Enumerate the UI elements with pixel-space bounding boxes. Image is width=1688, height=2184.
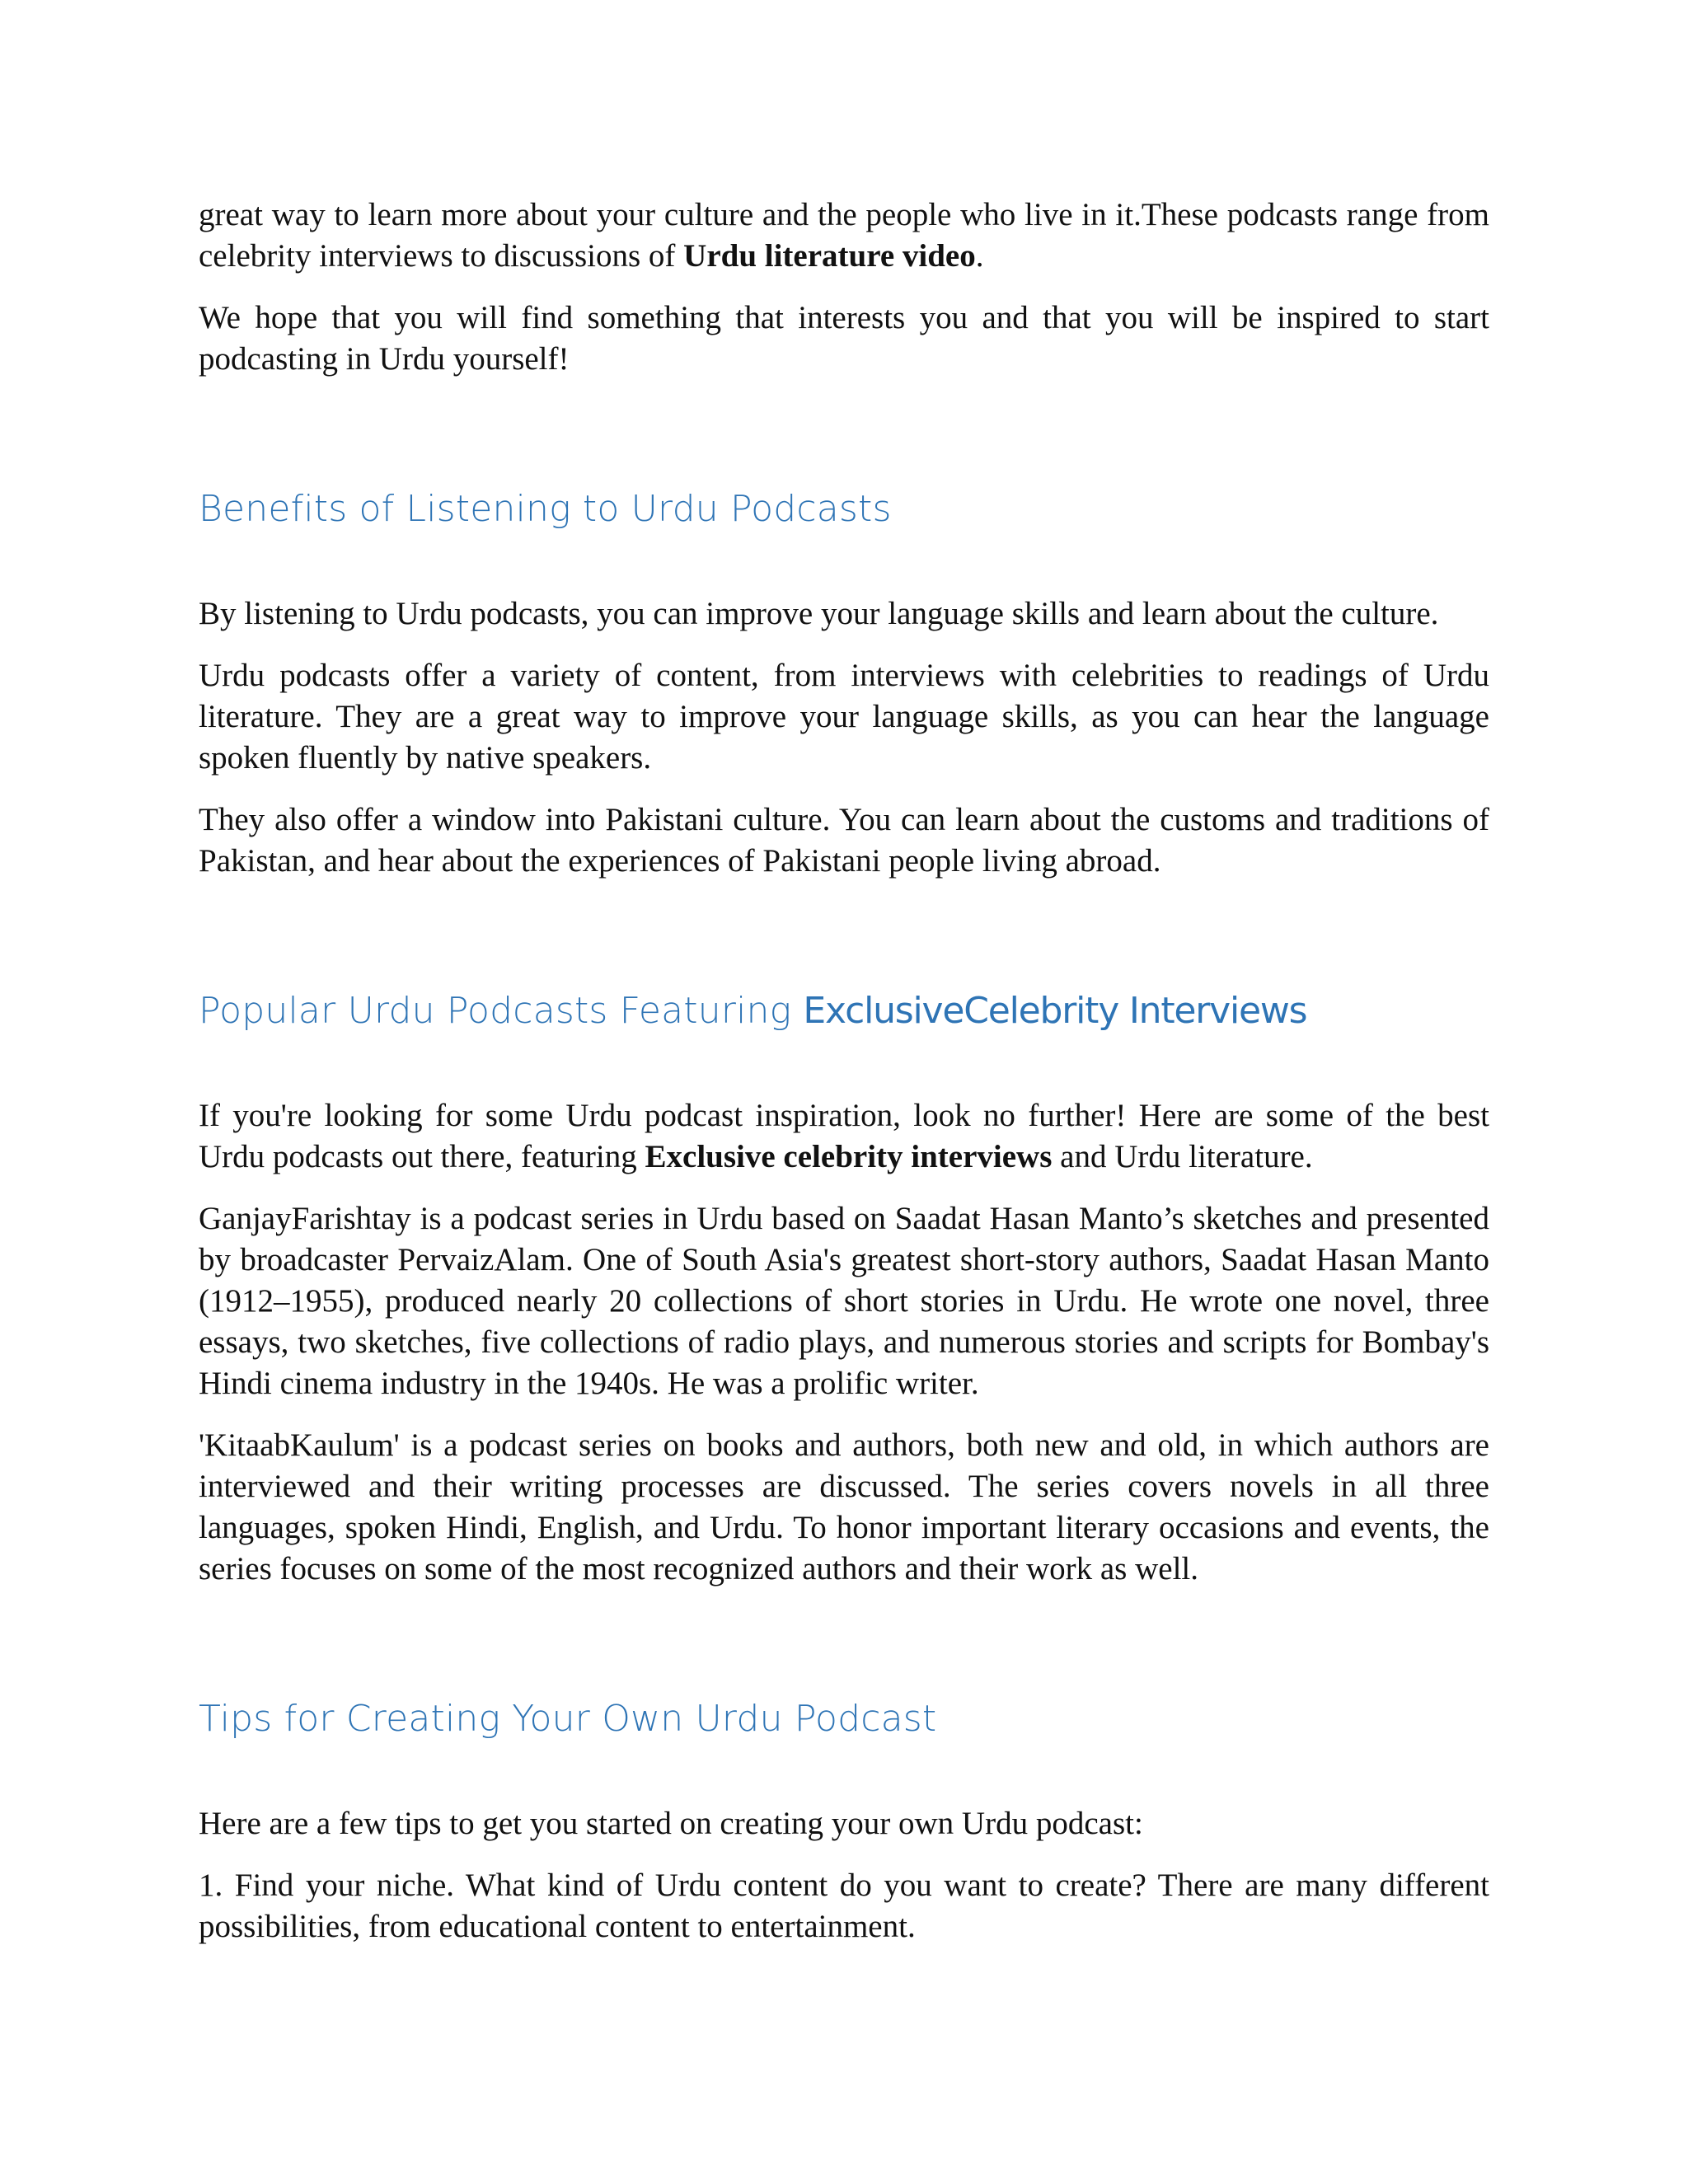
- intro-paragraph-1: [199, 194, 1489, 277]
- benefits-paragraph-2: Urdu podcasts offer a variety of content, from interviews with celebrities to readings of Urdu literature. They are a great way to improve your language skills, as you can hear the language spoken fluently by native speakers.: [199, 658, 1489, 776]
- tips-paragraph-2: 1. Find your niche. What kind of Urdu content do you want to create? There are many different possibilities, from educational content to entertainment.: [199, 1868, 1489, 1944]
- popular-paragraph-1: [199, 1095, 1489, 1178]
- popular-heading-light: Popular Urdu Podcasts Featuring: [199, 990, 804, 1032]
- intro-end: .: [975, 238, 984, 274]
- popular-paragraph-2: GanjayFarishtay is a podcast series in Urdu based on Saadat Hasan Manto’s sketches and presented by broadcaster PervaizAlam. One of South Asia's greatest short-story authors, Saadat Hasan Manto (1912–1955), produced nearly 20 collections of short stories in Urdu. He wrote one novel, three essays, two sketches, five collections of radio plays, and numerous stories and scripts for Bombay's Hindi cinema industry in the 1940s. He was a prolific writer.: [199, 1201, 1489, 1401]
- benefits-heading: Benefits of Listening to Urdu Podcasts: [199, 488, 892, 530]
- document-body: [199, 194, 1489, 1968]
- popular-heading: [199, 988, 1489, 1034]
- intro-text: great way to learn more about your culture and the people who live in it.These podcasts range from celebrity interviews to discussions of: [199, 197, 1489, 274]
- urdu-literature-video-bold: Urdu literature video: [683, 238, 976, 274]
- benefits-paragraph-3: They also offer a window into Pakistani culture. You can learn about the customs and traditions of Pakistan, and hear about the experiences of Pakistani people living abroad.: [199, 802, 1489, 879]
- benefits-paragraph-1: By listening to Urdu podcasts, you can improve your language skills and learn about the culture.: [199, 596, 1439, 631]
- popular-p1-end: and Urdu literature.: [1052, 1139, 1313, 1174]
- tips-heading: Tips for Creating Your Own Urdu Podcast: [199, 1698, 937, 1740]
- popular-p1-start: If you're looking for some Urdu podcast inspiration, look no further! Here are some of the best Urdu podcasts out there, featuring: [199, 1098, 1489, 1174]
- tips-paragraph-1: Here are a few tips to get you started on creating your own Urdu podcast:: [199, 1806, 1143, 1841]
- popular-heading-strong: ExclusiveCelebrity Interviews: [803, 990, 1307, 1032]
- popular-paragraph-3: 'KitaabKaulum' is a podcast series on books and authors, both new and old, in which authors are interviewed and their writing processes are discussed. The series covers novels in all three languages, spoken Hindi, English, and Urdu. To honor important literary occasions and events, the series focuses on some of the most recognized authors and their work as well.: [199, 1427, 1489, 1586]
- intro-paragraph-2: We hope that you will find something that interests you and that you will be inspired to start podcasting in Urdu yourself!: [199, 300, 1489, 377]
- exclusive-celebrity-interviews-bold: Exclusive celebrity interviews: [645, 1139, 1053, 1174]
